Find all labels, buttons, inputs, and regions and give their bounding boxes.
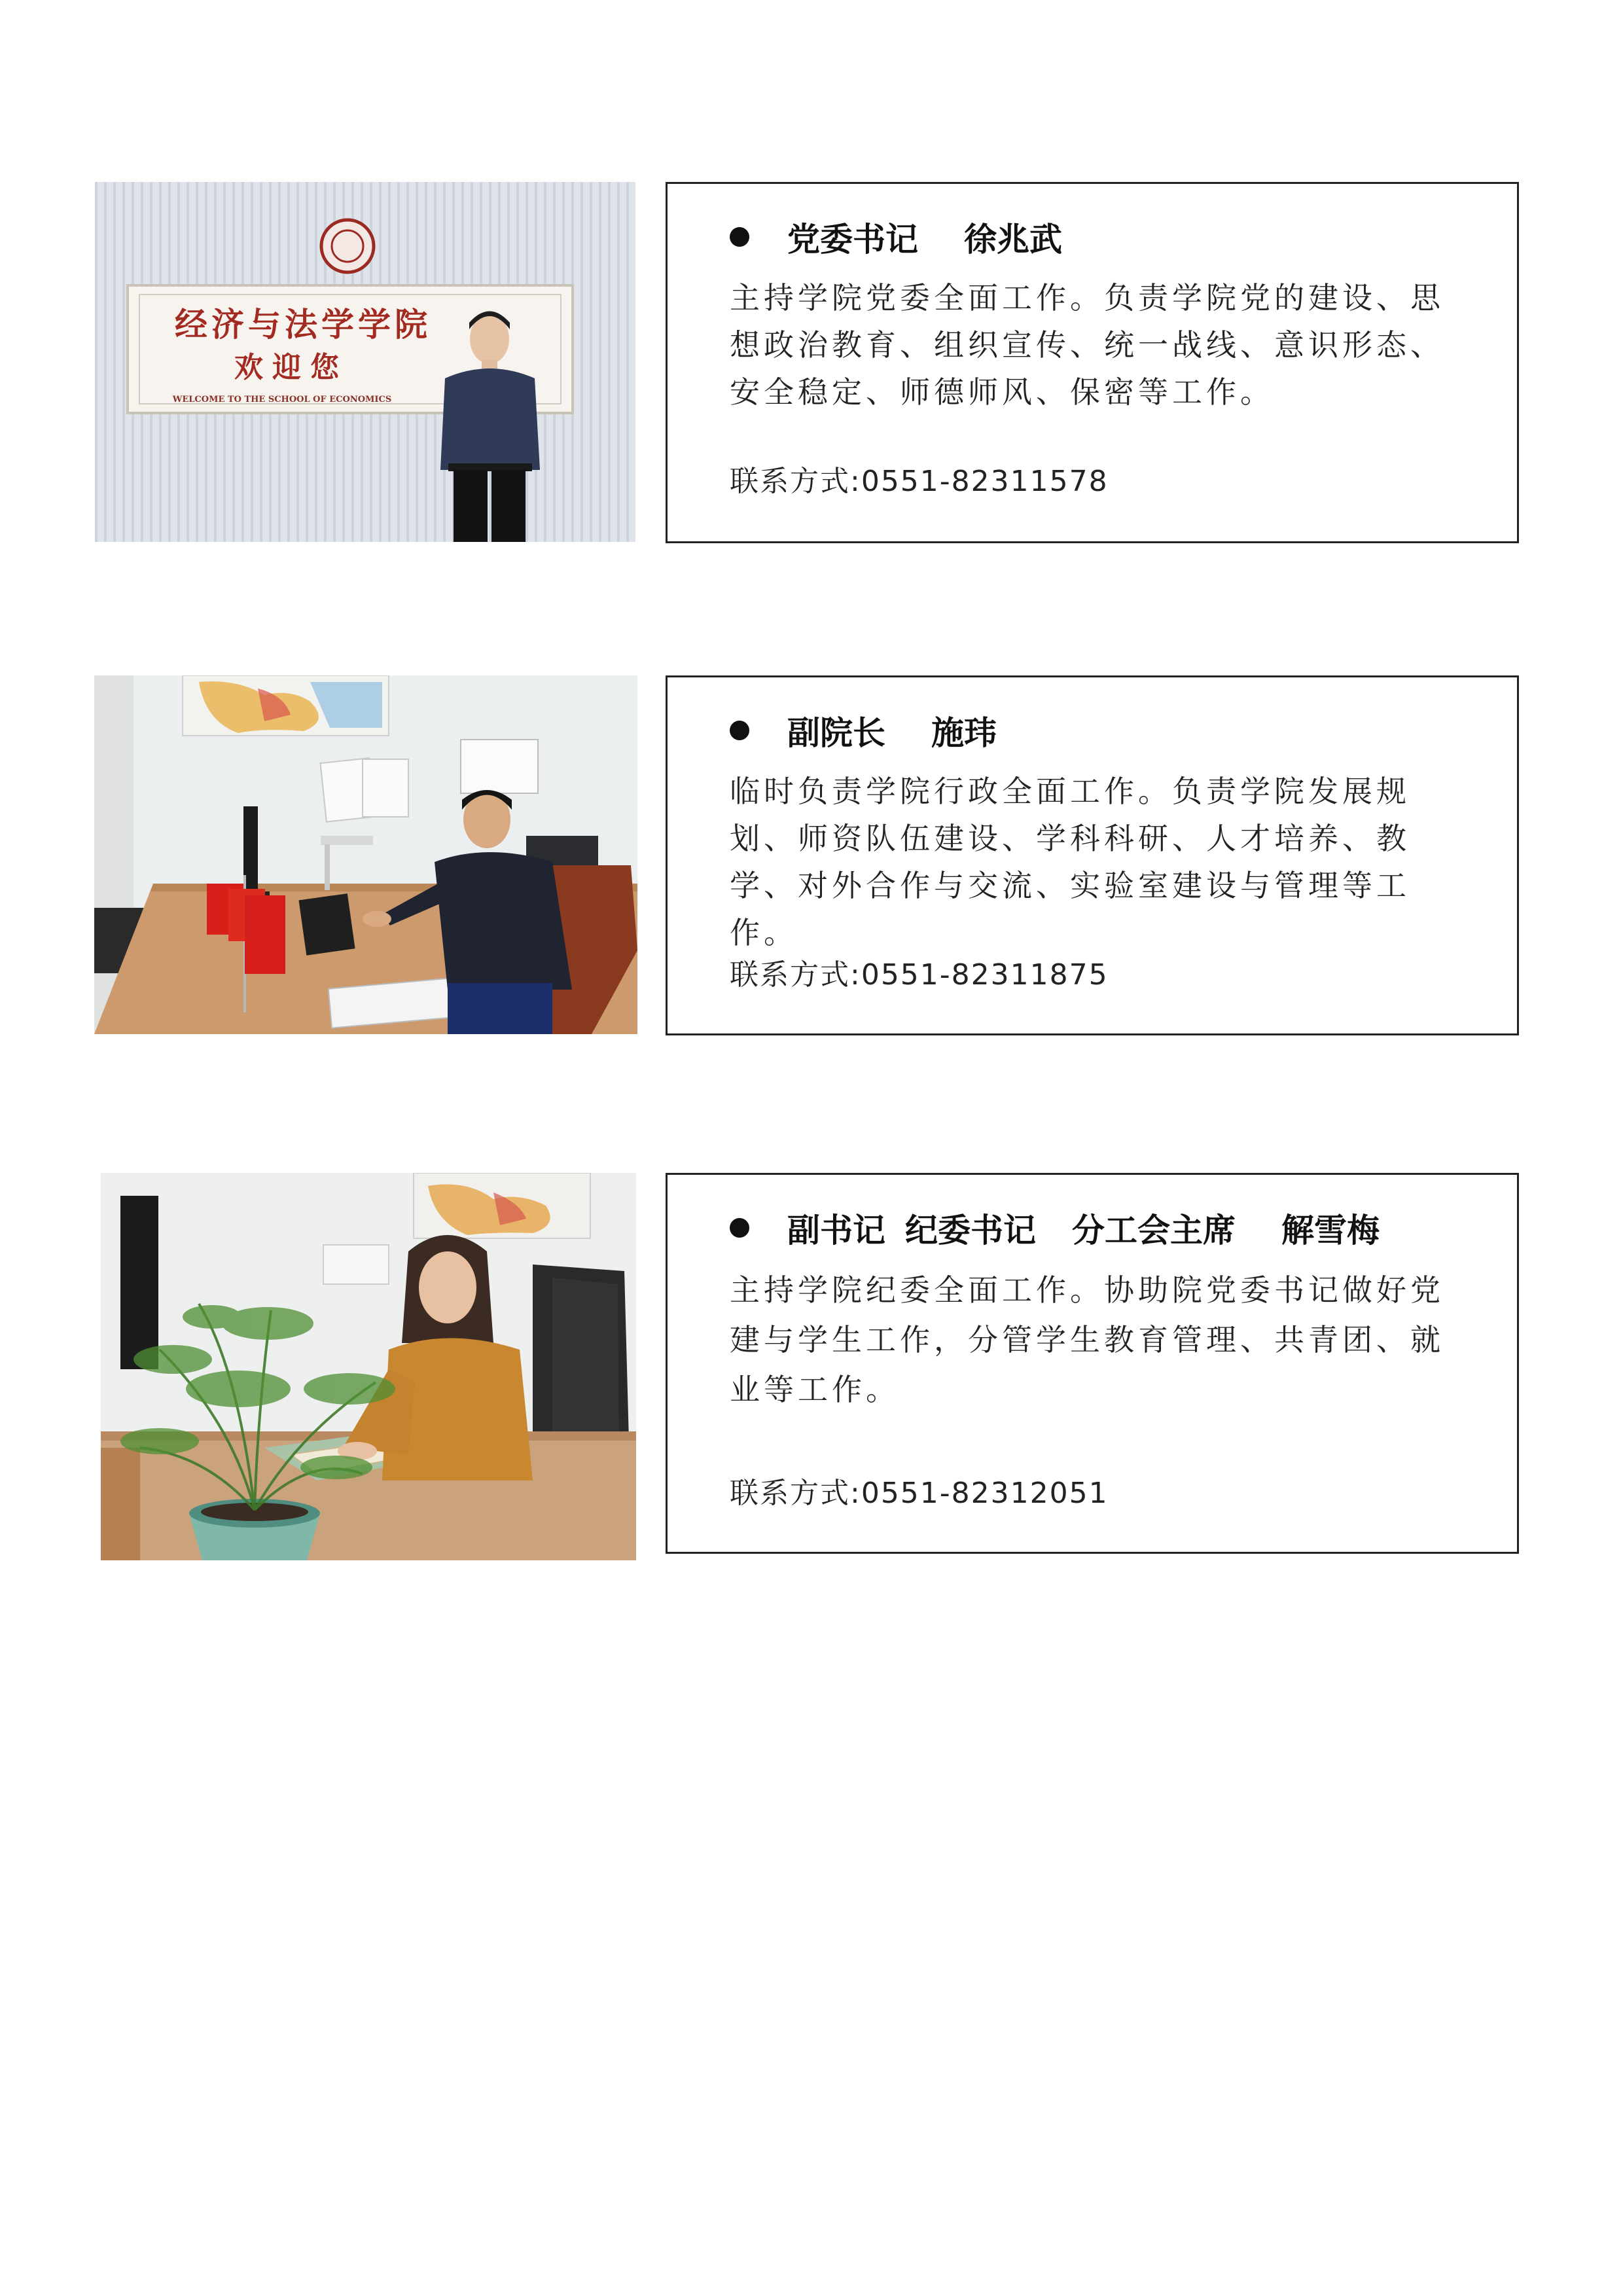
role-title: 副院长: [787, 713, 885, 752]
role-title: 分工会主席: [1072, 1211, 1236, 1249]
role-title: 纪委书记: [905, 1211, 1036, 1249]
contact-phone: 联系方式:0551-82312051: [730, 1477, 1109, 1510]
profile-heading: [730, 214, 1062, 260]
photo-vice-dean: [94, 675, 637, 1034]
person-name: 徐兆武: [964, 220, 1062, 259]
role-title: 副书记: [787, 1211, 885, 1249]
profile-card-party-secretary: [666, 182, 1519, 543]
duties-description: 主持学院党委全面工作。负责学院党的建设、思想政治教育、组织宣传、统一战线、意识形态、安全稳定、师德师风、保密等工作。: [730, 280, 1444, 410]
photo-deputy-secretary: [101, 1173, 636, 1560]
sign-subtitle-text: 欢迎您: [234, 351, 348, 384]
profile-heading: [730, 1205, 1380, 1251]
contact-phone: 联系方式:0551-82311875: [730, 958, 1109, 992]
contact-phone: 联系方式:0551-82311578: [730, 465, 1109, 498]
profile-card-deputy-secretary: [666, 1173, 1519, 1554]
person-name: 施玮: [931, 713, 997, 752]
duties-description: 主持学院纪委全面工作。协助院党委书记做好党建与学生工作，分管学生教育管理、共青团、就业等工作。: [730, 1272, 1444, 1407]
person-name: 解雪梅: [1281, 1211, 1380, 1249]
sign-english-text: WELCOME TO THE SCHOOL OF ECONOMICS: [172, 395, 392, 404]
bullet-icon: [730, 227, 749, 247]
bullet-icon: [730, 1218, 749, 1238]
duties-description: 临时负责学院行政全面工作。负责学院发展规划、师资队伍建设、学科科研、人才培养、教学、对外合作与交流、实验室建设与管理等工作。: [730, 774, 1410, 950]
role-title: 党委书记: [787, 220, 918, 259]
photo-party-secretary: [95, 182, 635, 542]
bullet-icon: [730, 721, 749, 740]
profile-card-vice-dean: [666, 675, 1519, 1035]
sign-title-text: 经济与法学学院: [175, 305, 431, 344]
profile-heading: [730, 708, 997, 753]
